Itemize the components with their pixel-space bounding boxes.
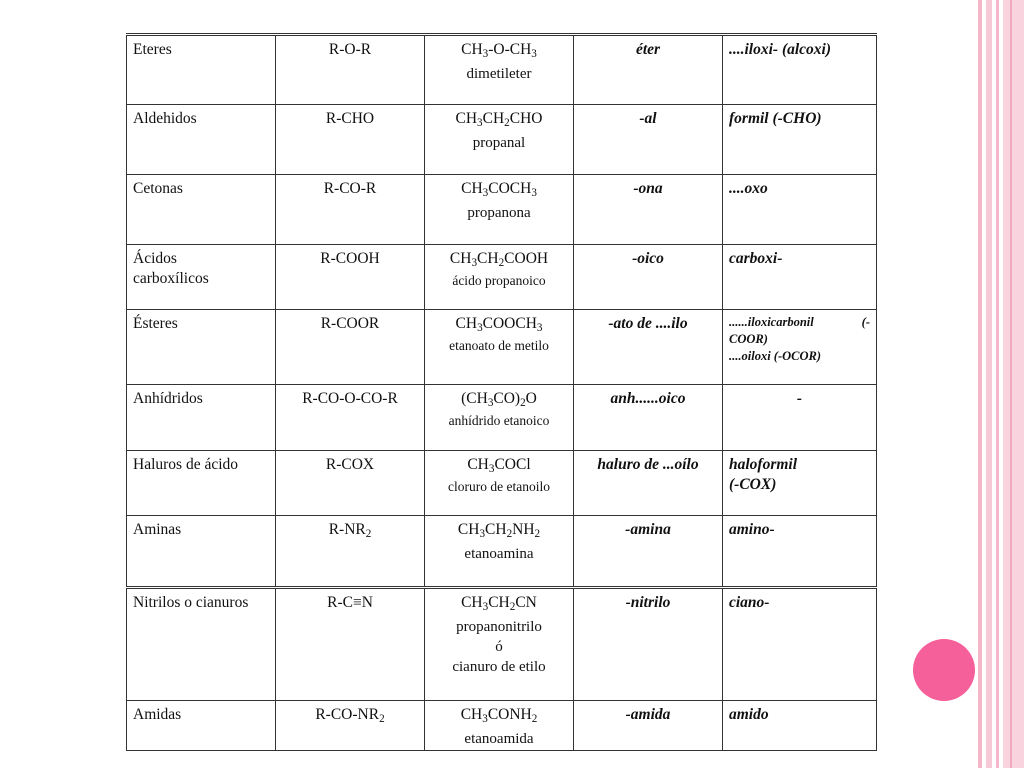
example-formula: $CH_3CONH_2$ bbox=[460, 706, 538, 725]
suffix: -oico bbox=[574, 245, 723, 310]
example-name: dimetileter bbox=[466, 66, 532, 82]
suffix: -amina bbox=[574, 516, 723, 588]
example-name: etanoamina bbox=[464, 546, 534, 562]
decor-stripe bbox=[996, 0, 999, 768]
example-cell bbox=[425, 701, 574, 751]
general-formula: R-COX bbox=[276, 451, 425, 516]
prefix: ....iloxi- (alcoxi) bbox=[723, 35, 877, 105]
decor-stripe bbox=[978, 0, 982, 768]
family-name: Aminas bbox=[127, 516, 276, 588]
example-formula: $CH_3COCl$ bbox=[467, 456, 531, 475]
family-name: Aldehidos bbox=[127, 105, 276, 175]
example-name: cloruro de etanoilo bbox=[448, 479, 550, 494]
table-row bbox=[127, 701, 877, 751]
example-name: propanona bbox=[467, 205, 531, 221]
family-name: Eteres bbox=[127, 35, 276, 105]
example-name: etanoato de metilo bbox=[449, 338, 549, 353]
suffix: -amida bbox=[574, 701, 723, 751]
family-name: Anhídridos bbox=[127, 385, 276, 451]
family-name: Amidas bbox=[127, 701, 276, 751]
example-formula: $CH_3COOCH_3$ bbox=[455, 315, 543, 334]
suffix: haluro de ...oílo bbox=[574, 451, 723, 516]
example-name: ácido propanoico bbox=[452, 273, 546, 288]
example-cell bbox=[425, 245, 574, 310]
example-formula: $(CH_3CO)_2O$ bbox=[461, 390, 537, 409]
prefix: formil (-CHO) bbox=[723, 105, 877, 175]
general-formula: R-C≡N bbox=[276, 588, 425, 701]
suffix: éter bbox=[574, 35, 723, 105]
example-cell bbox=[425, 35, 574, 105]
suffix: -nitrilo bbox=[574, 588, 723, 701]
example-cell bbox=[425, 175, 574, 245]
prefix: ciano- bbox=[723, 588, 877, 701]
example-formula: $CH_3CH_2NH_2$ bbox=[457, 521, 541, 540]
example-name: etanoamida bbox=[464, 731, 534, 747]
example-formula: $CH_3COCH_3$ bbox=[461, 180, 537, 199]
table-row bbox=[127, 588, 877, 701]
decor-pink-circle bbox=[913, 639, 975, 701]
functional-groups-table bbox=[126, 33, 877, 751]
example-formula: $CH_3CH_2CN$ bbox=[461, 594, 537, 613]
table-row bbox=[127, 175, 877, 245]
example-formula: $CH_3CH_2COOH$ bbox=[449, 250, 549, 269]
general-formula: $R-NR_2$ bbox=[276, 516, 425, 588]
prefix: carboxi- bbox=[723, 245, 877, 310]
family-name: Nitrilos o cianuros bbox=[127, 588, 276, 701]
example-cell bbox=[425, 385, 574, 451]
prefix: amido bbox=[723, 701, 877, 751]
decor-stripe bbox=[986, 0, 992, 768]
general-formula: R-COOR bbox=[276, 310, 425, 385]
general-formula: R-COOH bbox=[276, 245, 425, 310]
family-name: Ésteres bbox=[127, 310, 276, 385]
example-name: propanal bbox=[472, 135, 526, 151]
prefix: amino- bbox=[723, 516, 877, 588]
prefix: ....oxo bbox=[723, 175, 877, 245]
example-name: anhídrido etanoico bbox=[448, 413, 550, 428]
general-formula: R-CO-O-CO-R bbox=[276, 385, 425, 451]
general-formula: R-CO-R bbox=[276, 175, 425, 245]
table-row bbox=[127, 385, 877, 451]
prefix: - bbox=[723, 385, 877, 451]
family-name: Ácidos carboxílicos bbox=[127, 245, 276, 310]
example-name: propanonitrilo ó cianuro de etilo bbox=[452, 619, 546, 675]
table-row bbox=[127, 245, 877, 310]
example-cell bbox=[425, 451, 574, 516]
example-cell bbox=[425, 516, 574, 588]
decor-stripe bbox=[1003, 0, 1024, 768]
suffix: -al bbox=[574, 105, 723, 175]
suffix: anh......oico bbox=[574, 385, 723, 451]
suffix: -ona bbox=[574, 175, 723, 245]
table-row bbox=[127, 310, 877, 385]
family-name: Cetonas bbox=[127, 175, 276, 245]
table-row bbox=[127, 451, 877, 516]
example-cell bbox=[425, 588, 574, 701]
prefix: haloformil (-COX) bbox=[723, 451, 877, 516]
example-cell bbox=[425, 310, 574, 385]
suffix: -ato de ....ilo bbox=[574, 310, 723, 385]
table-row bbox=[127, 516, 877, 588]
family-name: Haluros de ácido bbox=[127, 451, 276, 516]
table-row bbox=[127, 105, 877, 175]
prefix: ......iloxicarbonil (- COOR) ....oiloxi (-OCOR) bbox=[723, 310, 877, 385]
example-formula: $CH_3-O-CH_3$ bbox=[461, 41, 537, 60]
general-formula: R-CHO bbox=[276, 105, 425, 175]
decor-stripe bbox=[1010, 0, 1012, 768]
example-cell bbox=[425, 105, 574, 175]
general-formula: R-O-R bbox=[276, 35, 425, 105]
general-formula: $R-CO-NR_2$ bbox=[276, 701, 425, 751]
example-formula: $CH_3CH_2CHO$ bbox=[455, 110, 543, 129]
table-row bbox=[127, 35, 877, 105]
